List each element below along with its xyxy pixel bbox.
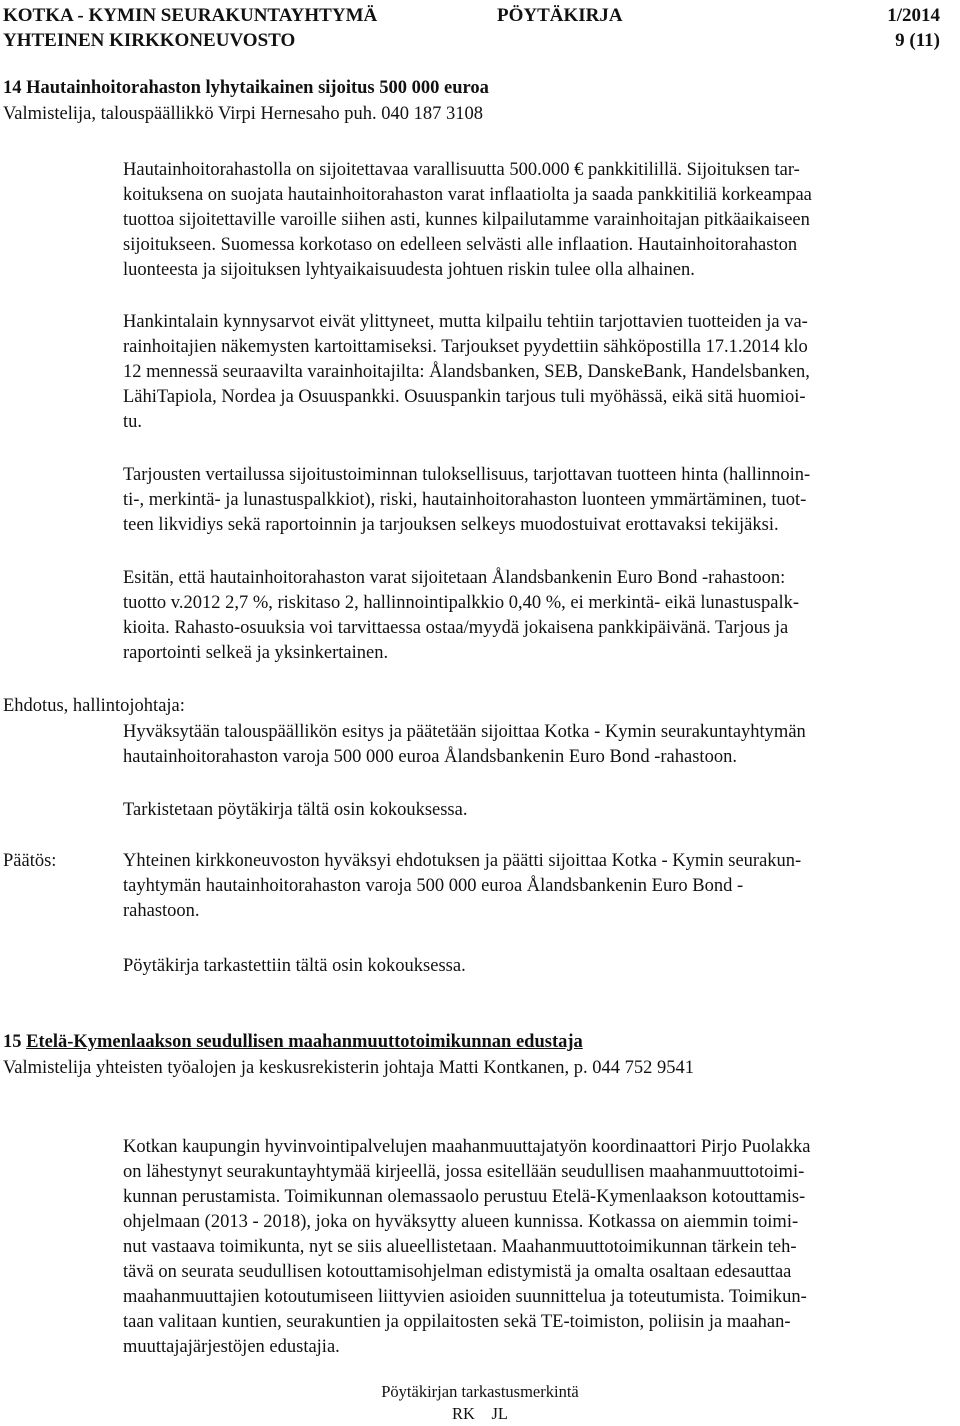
text-line: hautainhoitorahaston varoja 500 000 euroa Ålandsbankenin Euro Bond -rahastoon. xyxy=(123,747,737,767)
proposal-check: Tarkistetaan pöytäkirja tältä osin kokouksessa. xyxy=(123,800,468,820)
org-name: KOTKA - KYMIN SEURAKUNTAYHTYMÄ xyxy=(3,5,378,26)
text-line: tayhtymän hautainhoitorahaston varoja 500 000 euroa Ålandsbankenin Euro Bond - xyxy=(123,876,744,896)
section-15-number: 15 xyxy=(3,1032,22,1052)
text-line: tu. xyxy=(123,412,143,432)
text-line: on lähestynyt seurakuntayhtymää kirjeellä, jossa esitellään seudullisen maahanmuuttotoimi- xyxy=(123,1162,805,1182)
text-line: ti-, merkintä- ja lunastuspalkkiot), riski, hautainhoitorahaston luonteen ymmärtäminen, tuot- xyxy=(123,490,807,510)
text-line: tuottoa sijoitettaville varoille siihen asti, kunnes kilpailutamme varainhoitajan pitkäaikaiseen xyxy=(123,210,810,230)
document-type: PÖYTÄKIRJA xyxy=(497,5,623,26)
section-15-title: Etelä-Kymenlaakson seudullisen maahanmuuttotoimikunnan edustaja xyxy=(26,1032,583,1052)
section-15-presenter: Valmistelija yhteisten työalojen ja keskusrekisterin johtaja Matti Kontkanen, p. 044 752 9541 xyxy=(3,1058,695,1078)
text-line: Hyväksytään talouspäällikön esitys ja päätetään sijoittaa Kotka - Kymin seurakuntayhtymän xyxy=(123,722,806,742)
page-number: 9 (11) xyxy=(895,30,940,51)
section-14-title: Hautainhoitorahaston lyhytaikainen sijoitus 500 000 euroa xyxy=(26,78,489,98)
text-line: Yhteinen kirkkoneuvoston hyväksyi ehdotuksen ja päätti sijoittaa Kotka - Kymin seurakun- xyxy=(123,851,802,871)
text-line: luonteesta ja sijoituksen lyhtyaikaisuudesta johtuen riskin tulee olla alhainen. xyxy=(123,260,695,280)
proposal-label: Ehdotus, hallintojohtaja: xyxy=(3,696,185,716)
text-line: teen likvidiys sekä raportoinnin ja tarjouksen selkeys muodostuivat erottavaksi tekijäksi. xyxy=(123,515,779,535)
text-line: 12 mennessä seuraavilta varainhoitajilta: Ålandsbanken, SEB, DanskeBank, Handelsbanken, xyxy=(123,362,810,382)
text-line: LähiTapiola, Nordea ja Osuuspankki. Osuuspankin tarjous tuli myöhässä, eikä sitä huomioi- xyxy=(123,387,806,407)
section-14-number: 14 xyxy=(3,78,22,98)
text-line: nut vastaava toimikunta, nyt se siis alueellistetaan. Maahanmuuttotoimikunnan tärkein teh- xyxy=(123,1237,797,1257)
text-line: ohjelmaan (2013 - 2018), joka on hyväksytty alueen kunnissa. Kotkassa on aiemmin toimi- xyxy=(123,1212,799,1232)
text-line: Hankintalain kynnysarvot eivät ylittyneet, mutta kilpailu tehtiin tarjottavien tuotteiden ja va- xyxy=(123,312,808,332)
footer-label: Pöytäkirjan tarkastusmerkintä xyxy=(381,1382,579,1401)
text-line: Hautainhoitorahastolla on sijoitettavaa varallisuutta 500.000 € pankkitilillä. Sijoituksen tar- xyxy=(123,160,800,180)
text-line: muuttajajärjestöjen edustajia. xyxy=(123,1337,340,1357)
text-line: kioita. Rahasto-osuuksia voi tarvittaessa ostaa/myydä jokaisena pankkipäivänä. Tarjous ja xyxy=(123,618,789,638)
text-line: tuotto v.2012 2,7 %, riskitaso 2, hallinnointipalkkio 0,40 %, ei merkintä- eikä lunastuspalk- xyxy=(123,593,799,613)
text-line: taan valitaan kuntien, seurakuntien ja oppilaitosten sekä TE-toimiston, poliisin ja maahan- xyxy=(123,1312,791,1332)
section-14-presenter: Valmistelija, talouspäällikkö Virpi Hernesaho puh. 040 187 3108 xyxy=(3,104,483,124)
document-number: 1/2014 xyxy=(887,5,940,26)
text-line: Tarjousten vertailussa sijoitustoiminnan tuloksellisuus, tarjottavan tuotteen hinta (hallinnoin- xyxy=(123,465,811,485)
decision-label: Päätös: xyxy=(3,851,57,871)
footer-initials: RK JL xyxy=(452,1404,508,1423)
council-name: YHTEINEN KIRKKONEUVOSTO xyxy=(3,30,296,51)
section-15-heading xyxy=(3,1029,583,1055)
text-line: rahastoon. xyxy=(123,901,200,921)
text-line: kunnan perustamista. Toimikunnan olemassaolo perustuu Etelä-Kymenlaakson kotouttamis- xyxy=(123,1187,806,1207)
text-line: raportointi selkeä ja yksinkertainen. xyxy=(123,643,389,663)
text-line: maahanmuuttajien kotoutumiseen liittyvien asioiden suunnittelua ja toteutumista. Toimikun- xyxy=(123,1287,807,1307)
text-line: rainhoitajien näkemysten kartoittamiseksi. Tarjoukset pyydettiin sähköpostilla 17.1.2014 klo xyxy=(123,337,808,357)
text-line: Kotkan kaupungin hyvinvointipalvelujen maahanmuuttajatyön koordinaattori Pirjo Puolakka xyxy=(123,1137,811,1157)
text-line: Esitän, että hautainhoitorahaston varat sijoitetaan Ålandsbankenin Euro Bond -rahastoon: xyxy=(123,568,786,588)
text-line: sijoitukseen. Suomessa korkotaso on edelleen selvästi alle inflaation. Hautainhoitorahaston xyxy=(123,235,798,255)
text-line: koituksena on suojata hautainhoitorahaston varat inflaatiolta ja saada pankkitiliä korkeampaa xyxy=(123,185,812,205)
decision-check: Pöytäkirja tarkastettiin tältä osin kokouksessa. xyxy=(123,956,466,976)
section-14-heading xyxy=(3,75,489,101)
text-line: tävä on seurata seudullisen kotouttamisohjelman edistymistä ja omalta osaltaan edesauttaa xyxy=(123,1262,792,1282)
